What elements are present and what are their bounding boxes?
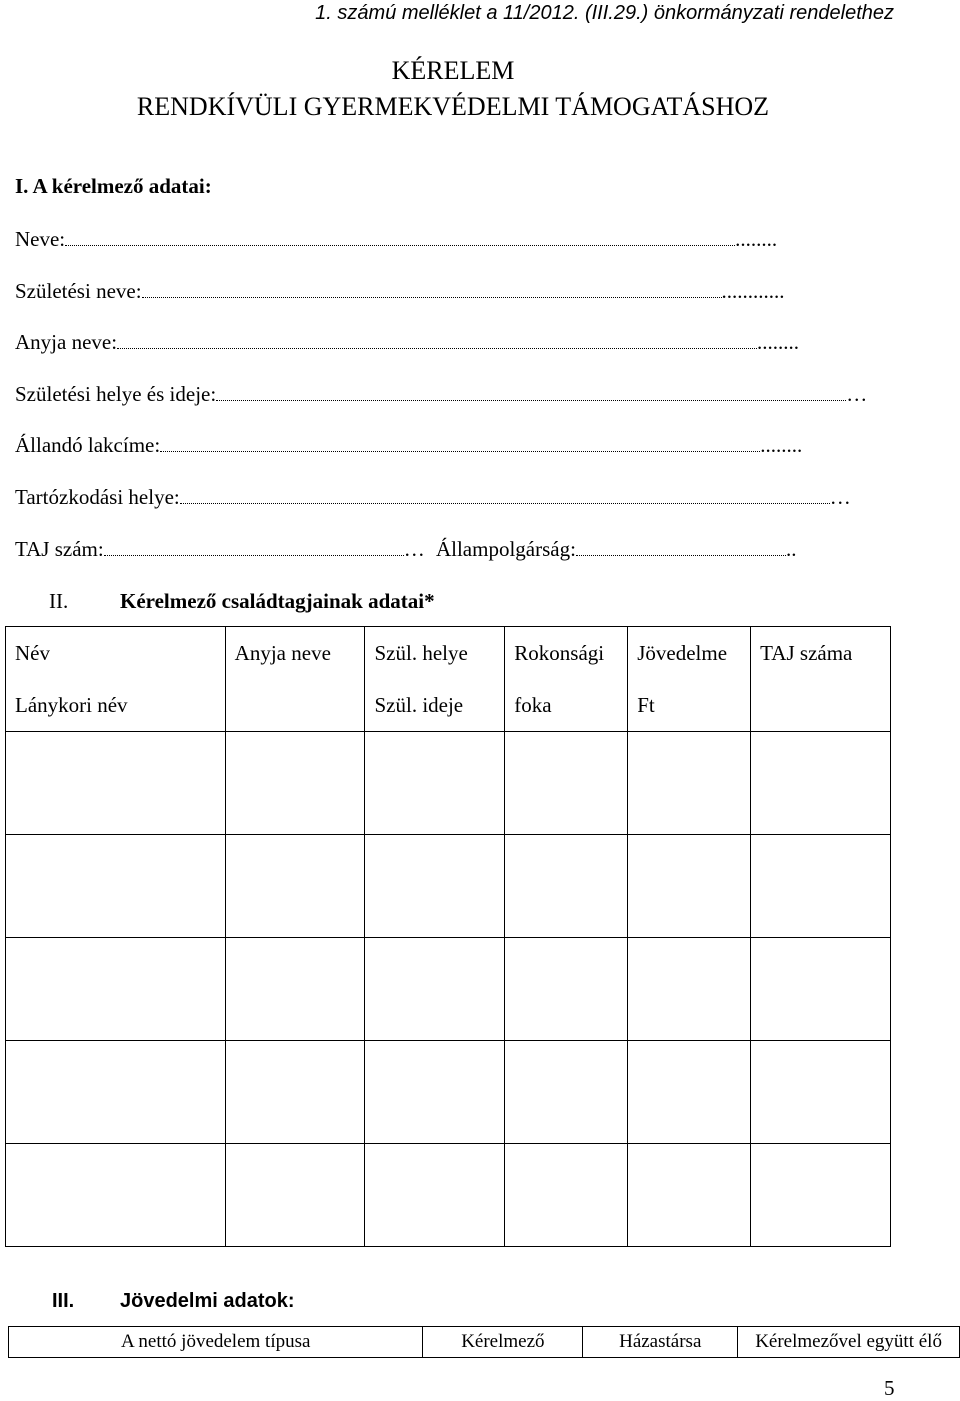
col-header-applicant: Kérelmező xyxy=(423,1327,583,1358)
field-label: Anyja neve: xyxy=(15,330,118,354)
form-title: KÉRELEM xyxy=(391,56,515,85)
col-header-income: Jövedelme Ft xyxy=(628,627,751,732)
field-permanent-address xyxy=(15,433,802,458)
field-tail: ........ xyxy=(760,433,803,457)
section-1-title: I. A kérelmező adatai: xyxy=(15,174,212,198)
section-2-number: II. xyxy=(49,589,69,613)
col-header-birth: Szül. helye Szül. ideje xyxy=(365,627,505,732)
table-row xyxy=(6,1041,891,1144)
table-row xyxy=(6,1144,891,1247)
col-header-income-type: A nettó jövedelem típusa xyxy=(9,1327,423,1358)
section-3-title: Jövedelmi adatok: xyxy=(120,1290,295,1312)
col-header-taj: TAJ száma xyxy=(751,627,891,732)
field-name xyxy=(15,227,777,252)
field-taj-citizenship xyxy=(15,537,796,562)
col-header-cohabitant: Kérelmezővel együtt élő xyxy=(738,1327,960,1358)
attachment-note: 1. számú melléklet a 11/2012. (III.29.) önkormányzati rendelethez xyxy=(315,2,894,24)
field-label: Születési neve: xyxy=(15,279,142,303)
section-2-title: Kérelmező családtagjainak adatai* xyxy=(120,589,435,613)
taj-tail: … xyxy=(403,537,425,561)
field-tail: … xyxy=(829,485,851,509)
citizenship-label: Állampolgárság: xyxy=(435,537,576,561)
table-row xyxy=(6,732,891,835)
field-label: Neve: xyxy=(15,227,66,251)
form-subtitle: RENDKÍVÜLI GYERMEKVÉDELMI TÁMOGATÁSHOZ xyxy=(136,92,770,121)
field-label: Állandó lakcíme: xyxy=(15,433,161,457)
field-residence xyxy=(15,485,851,510)
field-tail: … xyxy=(846,382,868,406)
field-label: Tartózkodási helye: xyxy=(15,485,180,509)
field-tail: ........ xyxy=(735,227,778,251)
col-header-name: Név Lánykori név xyxy=(6,627,226,732)
field-birth-place-date xyxy=(15,382,867,407)
table-row xyxy=(6,835,891,938)
col-header-mother-name: Anyja neve xyxy=(225,627,365,732)
income-header-row xyxy=(9,1327,960,1358)
field-tail: ........ xyxy=(757,330,800,354)
family-members-table xyxy=(5,626,891,1247)
table-row xyxy=(6,938,891,1041)
col-header-spouse: Házastársa xyxy=(583,1327,738,1358)
table-header-row xyxy=(6,627,891,732)
field-mother-name xyxy=(15,330,799,355)
section-3-number: III. xyxy=(52,1290,75,1312)
income-table xyxy=(8,1326,960,1358)
field-tail: ............ xyxy=(721,279,785,303)
field-label: Születési helye és ideje: xyxy=(15,382,217,406)
taj-label: TAJ szám: xyxy=(15,537,104,561)
field-birth-name xyxy=(15,279,785,304)
col-header-relation: Rokonsági foka xyxy=(505,627,628,732)
page-number: 5 xyxy=(884,1376,895,1400)
citizenship-tail: .. xyxy=(785,537,797,561)
